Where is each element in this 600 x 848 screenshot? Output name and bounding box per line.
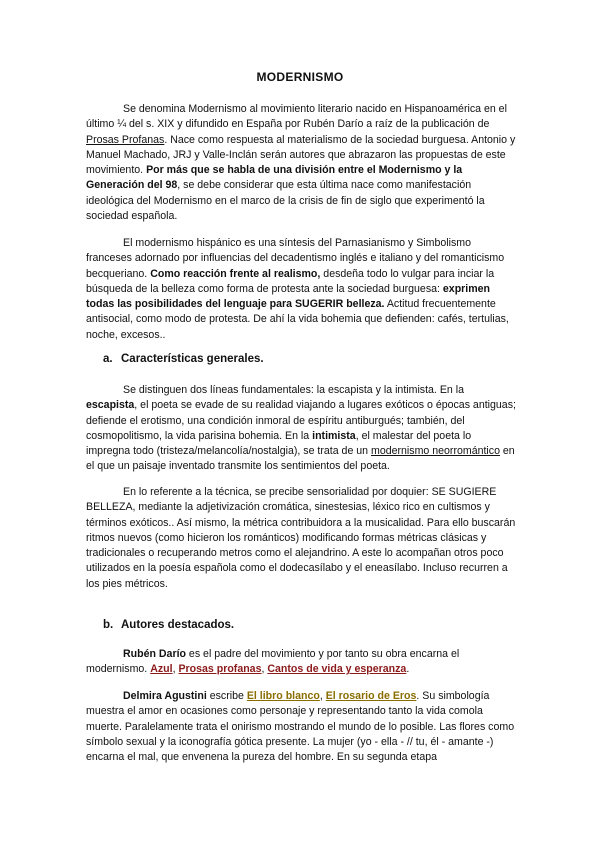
link-rosario-de-eros[interactable]: El rosario de Eros — [325, 690, 417, 702]
link-modernismo-neorromantico[interactable]: modernismo neorromántico — [371, 445, 500, 458]
bold-division: Por más que se habla de una división entre el Modernismo y la Generación del 98 — [86, 164, 463, 192]
section-label: Autores destacados. — [121, 619, 235, 631]
paragraph-delmira-agustini: Delmira Agustini escribe El libro blanco, El rosario de Eros. Su simbología muestra el amor en ocasiones como personaje y representando tanto la vida comola muerte. Paralelamente trata el onirismo mostrando el mundo de lo posible. Las flores como símbolo sexual y la iconografía gótica presente. La mujer (yo - ella - // tu, él - amante -) encarna el mal, que envenena la pureza del hombre. En su segunda etapa — [86, 690, 515, 764]
paragraph-technique: En lo referente a la técnica, se precibe sensorialidad por doquier: SE SUGIERE BELLEZA, mediante la adjetivización cromática, sinestesias, léxico rico en cultismos y términos exóticos.. Así mismo, la métrica contribuidora a la musicalidad. Para ello buscarán ritmos nuevos (como hicieron los románticos) modificando formas métricas clásicas y tradicionales o recuperando metros como el alejandrino. A este lo acompañan otros poco utilizados en la poesía española como el dodecasílabo y el eneasílabo. Incluso recurren a los pies métricos. — [86, 486, 516, 590]
link-cantos-de-vida[interactable]: Cantos de vida y esperanza — [267, 663, 407, 676]
bold-language: exprimen todas las posibilidades del lenguaje para SUGERIR belleza. — [86, 282, 491, 311]
paragraph-ruben-dario: Rubén Darío es el padre del movimiento y por tanto su obra encarna el modernismo. Azul, Prosas profanas, Cantos de vida y esperanza. — [86, 648, 460, 676]
author-delmira-agustini: Delmira Agustini — [123, 690, 207, 702]
bold-intimista: intimista — [312, 429, 356, 442]
bold-reaction: Como reacción frente al realismo, — [150, 267, 321, 280]
author-ruben-dario: Rubén Darío — [123, 648, 186, 660]
link-prosas-profanas[interactable]: Prosas Profanas — [86, 133, 165, 146]
paragraph-intro: Se denomina Modernismo al movimiento literario nacido en Hispanoamérica en el último ¼ del s. XIX y difundido en España por Rubén Darío a raíz de la publicación de Prosas Profanas. Nace como respuesta al materialismo de la sociedad burguesa. Antonio y Manuel Machado, JRJ y Valle-Inclán serán autores que abrazaron las propuestas de este movimiento. Por más que se habla de una división entre el Modernismo y la Generación del 98, se debe considerar que esta última nace como manifestación ideológica del Modernismo en el marco de la crisis de fin de siglo que experimentó la sociedad española. — [86, 103, 516, 223]
link-azul[interactable]: Azul — [150, 663, 173, 676]
page-title: MODERNISMO — [256, 70, 344, 84]
section-letter: b. — [103, 619, 114, 631]
section-heading-a — [103, 353, 264, 365]
paragraph-lines: Se distinguen dos líneas fundamentales: la escapista y la intimista. En la escapista, el poeta se evade de su realidad viajando a lugares exóticos o épocas antiguas; defiende el erotismo, una condición inmoral de espíritu antiburgués; también, del cosmopolitismo, la vida parisina bohemia. En la intimista, el malestar del poeta lo impregna todo (tristeza/melancolía/nostalgia), se trata de un modernismo neorromántico en el que un paisaje inventado transmite los sentimientos del poeta. — [86, 384, 516, 473]
paragraph-synthesis: El modernismo hispánico es una síntesis del Parnasianismo y Simbolismo franceses adornado por influencias del decadentismo inglés e italiano y del romanticismo becqueriano. Como reacción frente al realismo, desdeña todo lo vulgar para inciar la búsqueda de la belleza como forma de protesta ante la sociedad burguesa: exprimen todas las posibilidades del lenguaje para SUGERIR belleza. Actitud frecuentemente antisocial, como modo de protesta. De ahí la vida bohemia que defienden: cafés, tertulias, noche, excesos.. — [86, 237, 509, 341]
link-libro-blanco[interactable]: El libro blanco — [246, 690, 320, 702]
link-prosas-profanas-work[interactable]: Prosas profanas — [178, 663, 262, 676]
bold-escapista: escapista — [86, 399, 135, 412]
section-letter: a. — [103, 353, 113, 365]
section-heading-b — [103, 619, 234, 631]
section-label: Características generales. — [121, 353, 264, 365]
